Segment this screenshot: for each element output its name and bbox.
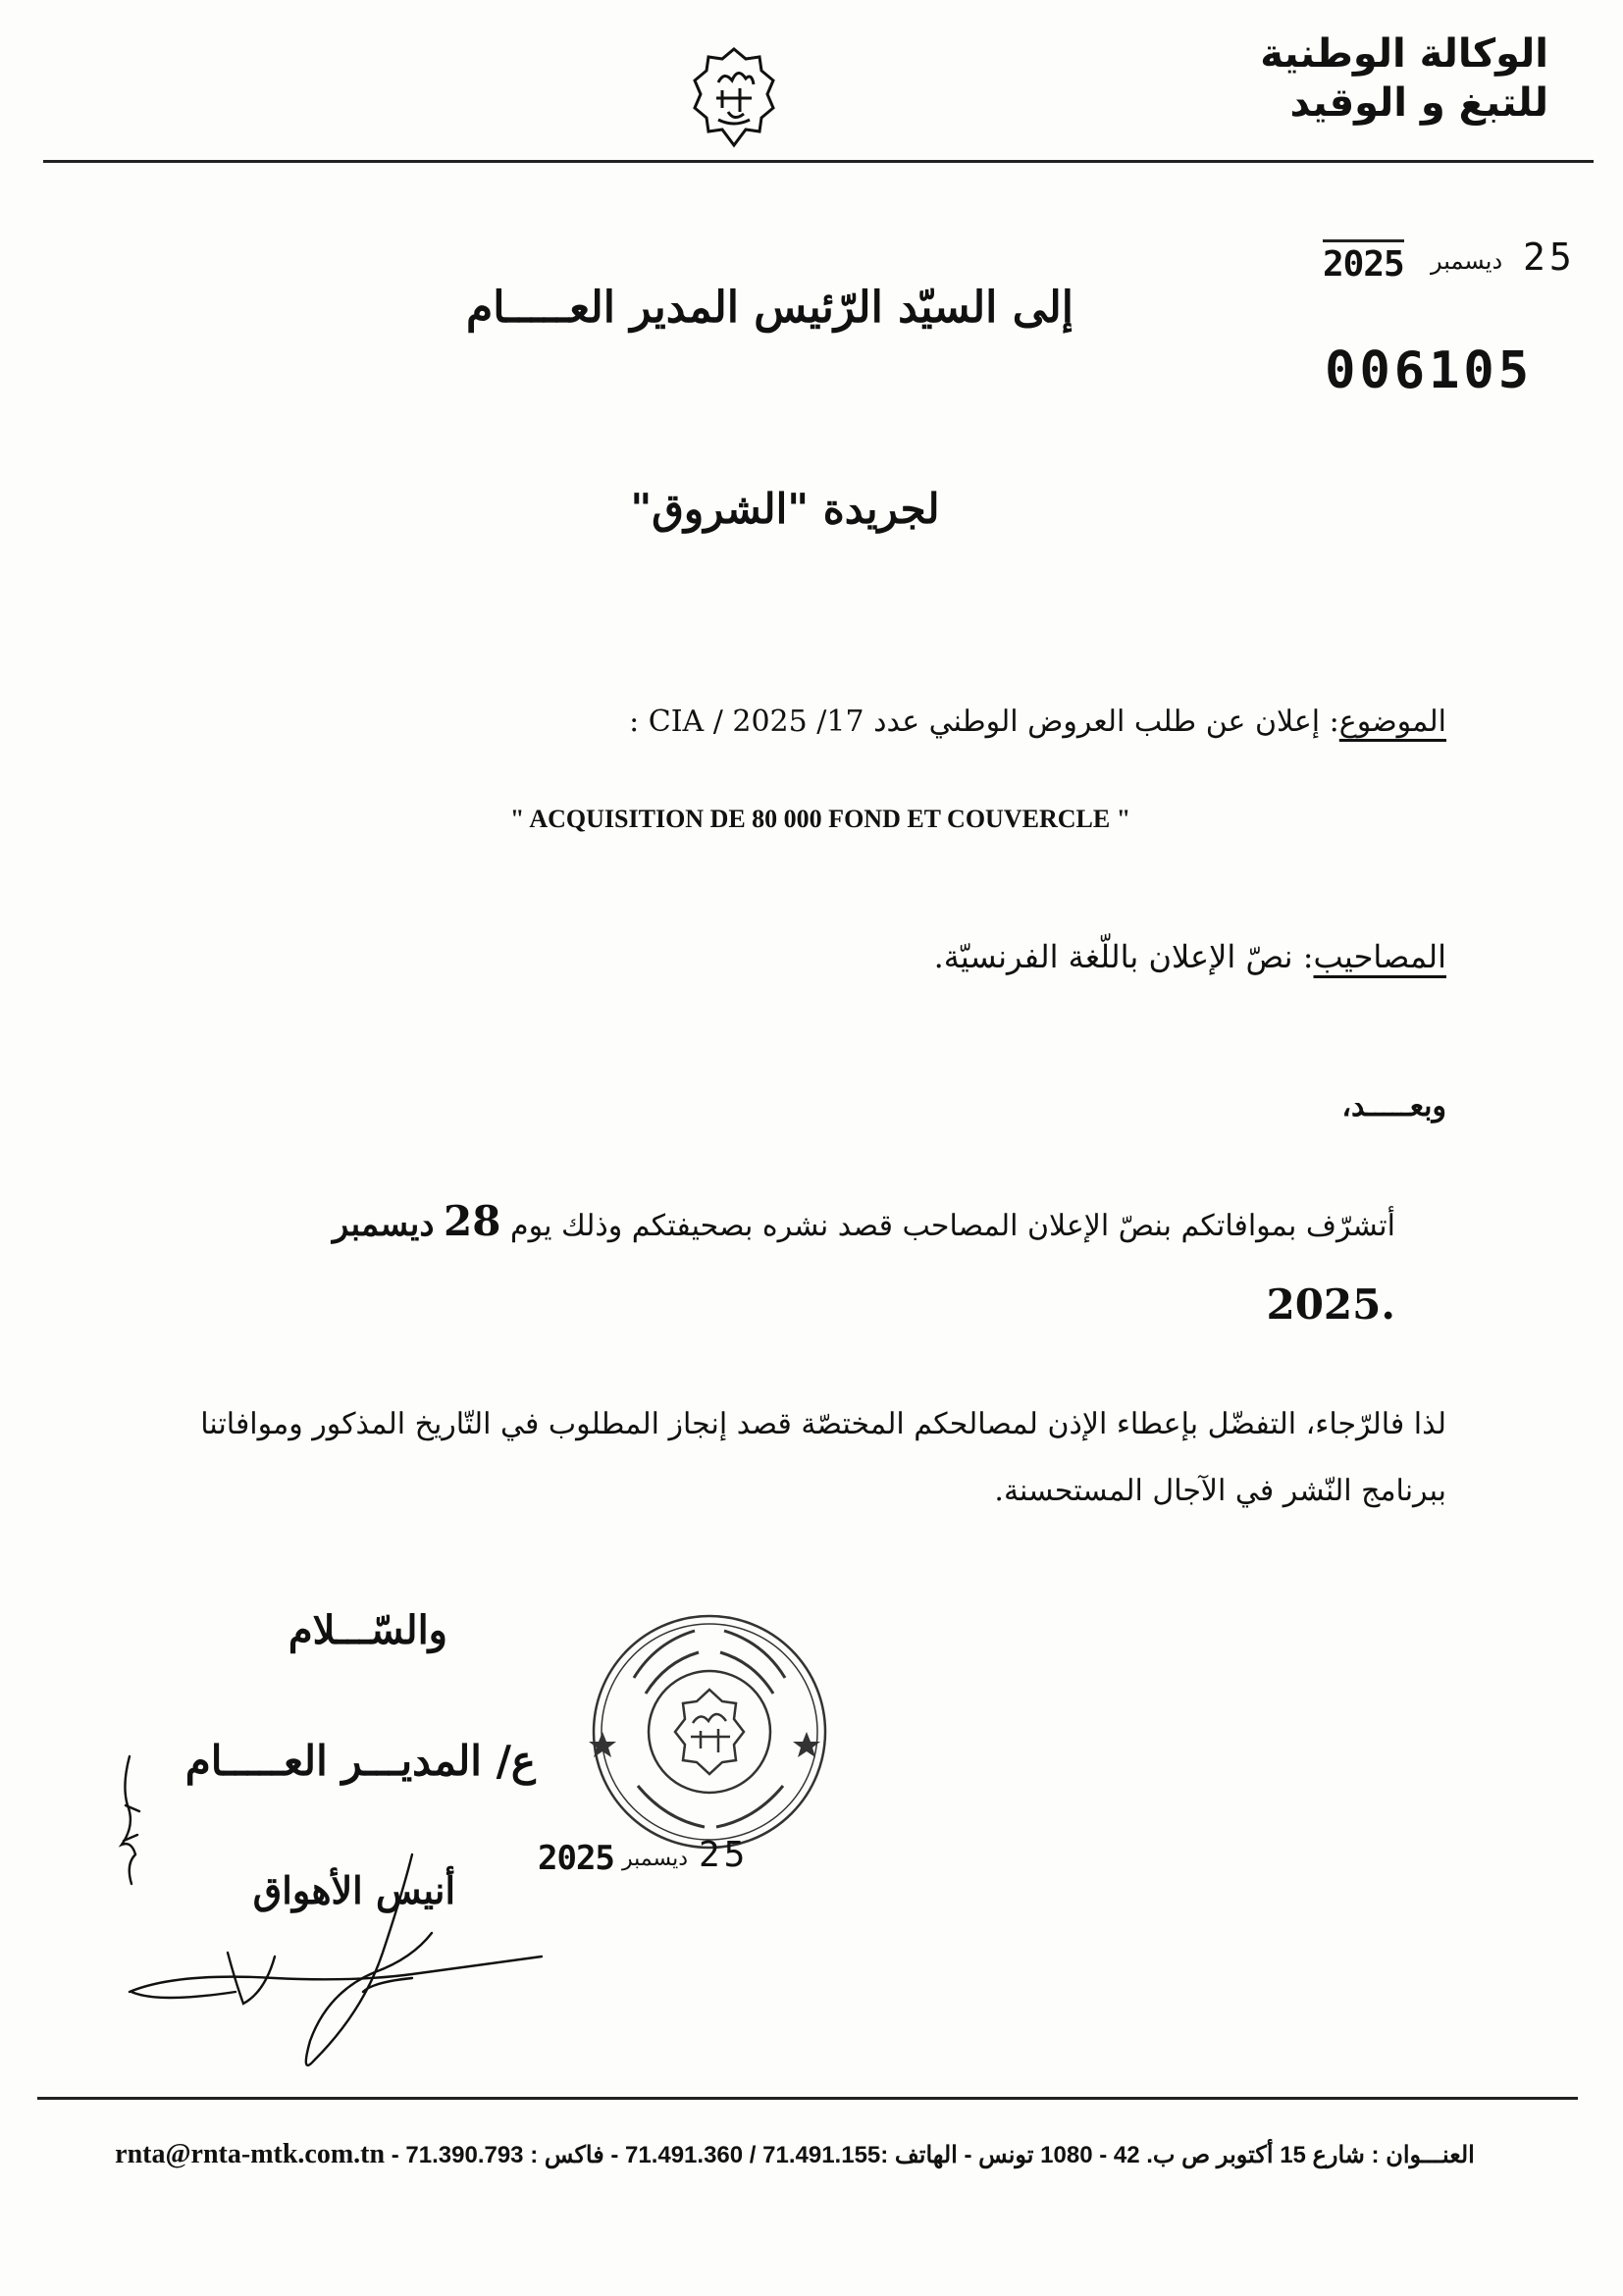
- attachment-text: : نصّ الإعلان باللّغة الفرنسيّة.: [933, 938, 1314, 975]
- footer-divider: [37, 2097, 1578, 2100]
- official-seal-icon: [587, 1609, 832, 1854]
- newspaper-name: لجريدة "الشروق": [630, 485, 940, 533]
- agency-name: [1136, 29, 1548, 128]
- date-stamp-day: 25: [1523, 235, 1576, 279]
- subject-label: الموضوع: [1338, 704, 1446, 739]
- date-stamp-top: [1264, 235, 1588, 294]
- footer-address: العنـــوان : شارع 15 أكتوبر ص ب. 42 - 1080 تونس - الهاتف :71.491.155 / 71.491.360 - فاكس : 71.390.793 -: [391, 2142, 1475, 2168]
- body-year: .2025: [1266, 1280, 1395, 1329]
- attachment-line: [934, 938, 1446, 975]
- agency-name-line1: الوكالة الوطنية: [1260, 31, 1548, 77]
- signer-title: ع/ المديـــر العـــــام: [184, 1737, 536, 1785]
- date-stamp-bottom-day: 25: [699, 1835, 750, 1875]
- footer: [59, 2139, 1531, 2170]
- reference-number: 006105: [1325, 341, 1533, 400]
- greeting: وبعـــــد،: [1341, 1089, 1446, 1123]
- subject-text: : إعلان عن طلب العروض الوطني عدد 17/ CIA / 2025 :: [629, 704, 1339, 739]
- body-day: 28: [444, 1197, 501, 1245]
- body-paragraph-1-text: أتشرّف بموافاتكم بنصّ الإعلان المصاحب قصد نشره بصحيفتكم وذلك يوم: [510, 1209, 1395, 1243]
- footer-email: rnta@rnta-mtk.com.tn: [115, 2139, 386, 2169]
- body-paragraph-1: [237, 1182, 1395, 1349]
- body-month: ديسمبر: [332, 1205, 435, 1244]
- date-stamp-bottom-month: ديسمبر: [622, 1847, 689, 1871]
- date-stamp-month: ديسمبر: [1431, 247, 1503, 275]
- date-stamp-bottom: [538, 1835, 763, 1884]
- date-stamp-year: 2025: [1323, 239, 1404, 285]
- agency-logo-icon: [689, 43, 779, 153]
- date-stamp-bottom-year: 2025: [538, 1839, 614, 1878]
- body-paragraph-2: لذا فالرّجاء، التفضّل بإعطاء الإذن لمصالحكم المختصّة قصد إنجاز المطلوب في التّاريخ المذكور وموافاتنا ببرنامج النّشر في الآجال المستحسنة.: [200, 1407, 1446, 1508]
- signer-name: أنيس الأهواق: [252, 1868, 455, 1912]
- agency-name-line2: للتبغ و الوقيد: [1289, 80, 1548, 126]
- header-divider: [43, 160, 1594, 163]
- addressee: إلى السيّد الرّئيس المدير العـــــام: [465, 283, 1073, 333]
- handwritten-signature-icon: [118, 1747, 550, 2080]
- subject-line: [629, 704, 1446, 739]
- salutation: والسّـــلام: [288, 1607, 447, 1653]
- attachment-label: المصاحيب: [1313, 938, 1446, 975]
- subject-title: " ACQUISITION DE 80 000 FOND ET COUVERCLE ": [509, 805, 1131, 833]
